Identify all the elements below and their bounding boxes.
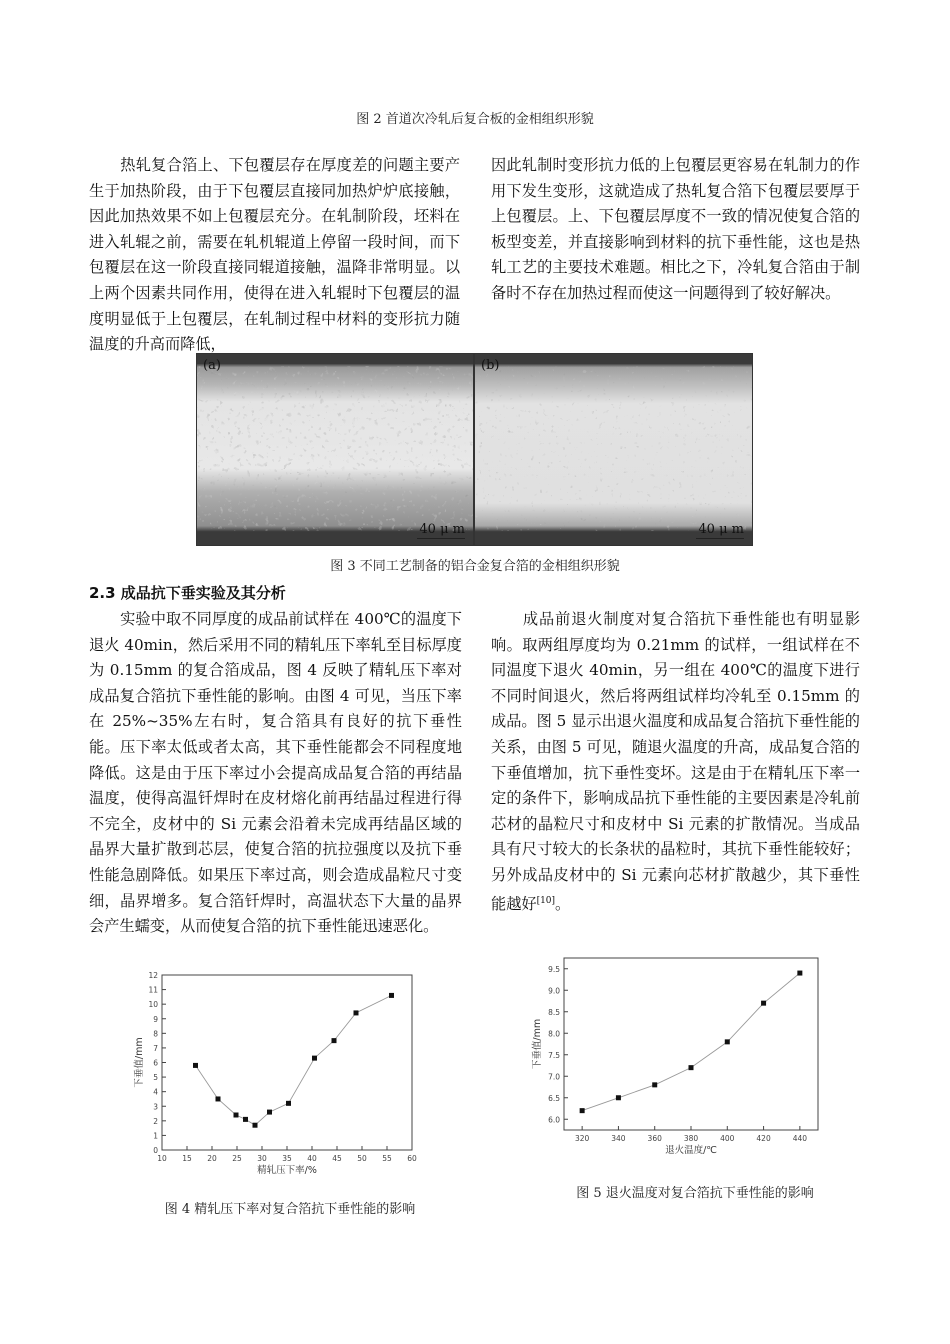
- top-left-text: 热轧复合箔上、下包覆层存在厚度差的问题主要产生于加热阶段，由于下包覆层直接同加热炉炉底接触，因此加热效果不如上包覆层充分。在轧制阶段，坯料在进入轧辊之前，需要在轧机辊道上停留一段时间，而下包覆层在这一阶段直接同辊道接触，温降非常明显。以上两个因素共同作用，使得在进入轧辊时下包覆层的温度明显低于上包覆层，在轧制过程中材料的变形抗力随温度的升高而降低，: [89, 156, 460, 354]
- y-tick-label: 6: [153, 1058, 158, 1068]
- y-tick-label: 3: [153, 1102, 158, 1112]
- x-tick-label: 30: [257, 1154, 267, 1163]
- x-axis-label: 退火温度/℃: [665, 1145, 717, 1156]
- figure4-plot: [120, 960, 430, 1180]
- data-point: [234, 1113, 239, 1118]
- x-tick-label: 340: [611, 1134, 626, 1143]
- x-tick-label: 45: [332, 1154, 342, 1163]
- micrograph-b-image: [475, 354, 752, 545]
- data-point: [312, 1056, 317, 1061]
- x-tick-label: 50: [357, 1154, 367, 1163]
- data-point: [354, 1010, 359, 1015]
- x-axis-label: 精轧压下率/%: [257, 1165, 317, 1176]
- section-right-paragraph: [491, 607, 860, 917]
- data-point: [267, 1110, 272, 1115]
- y-tick-label: 1: [153, 1131, 158, 1141]
- scale-label-b: 40 μ m: [698, 522, 744, 537]
- figure4-caption: 图 4 精轧压下率对复合箔抗下垂性能的影响: [164, 1202, 416, 1217]
- y-tick-label: 9.5: [548, 964, 560, 974]
- x-tick-label: 320: [574, 1134, 590, 1143]
- data-point: [389, 993, 394, 998]
- micrograph-a-image: [197, 354, 473, 545]
- panel-label-a: (a): [203, 358, 221, 373]
- figure4-chart: [120, 960, 430, 1180]
- y-axis-label: 下垂值/mm: [532, 1018, 543, 1070]
- sentence-end: 。: [555, 894, 571, 913]
- data-point: [253, 1123, 258, 1128]
- x-tick-label: 55: [382, 1154, 392, 1163]
- section-left-text: 实验中取不同厚度的成品前试样在 400℃的温度下退火 40min，然后采用不同的精轧压下率轧至目标厚度为 0.15mm 的复合箔成品，图 4 反映了精轧压下率对成品复合箔抗下垂性能的影响。由图 4 可见，当压下率在 25%~35%左右时，复合箔具有良好的抗下垂性能。压下率太低或者太高，其下垂性能都会不同程度地降低。这是由于压下率过小会提高成品复合箔的再结晶温度，使得高温钎焊时在皮材熔化前再结晶过程进行得不完全，皮材中的 Si 元素会沿着未完成再结晶区域的晶界大量扩散到芯层，使复合箔的抗拉强度以及抗下垂性能急剧降低。如果压下率过高，则会造成晶粒尺寸变细，晶界增多。复合箔钎焊时，高温状态下大量的晶界会产生蠕变，从而使复合箔的抗下垂性能迅速恶化。: [89, 610, 462, 936]
- citation[interactable]: [10]: [536, 895, 556, 906]
- x-tick-label: 360: [647, 1134, 662, 1143]
- x-tick-label: 15: [182, 1154, 192, 1163]
- y-tick-label: 8: [153, 1029, 158, 1039]
- y-tick-label: 7: [153, 1043, 158, 1053]
- figure5-caption: 图 5 退火温度对复合箔抗下垂性能的影响: [576, 1186, 814, 1201]
- panel-label-b: (b): [481, 358, 500, 373]
- section-heading: 2.3 成品抗下垂实验及其分析: [89, 584, 286, 602]
- y-axis-label: 下垂值/mm: [134, 1037, 145, 1088]
- y-tick-label: 0: [153, 1146, 158, 1155]
- data-point: [243, 1117, 248, 1122]
- y-tick-label: 9.0: [548, 986, 560, 996]
- x-tick-label: 40: [307, 1154, 317, 1163]
- y-tick-label: 10: [148, 1000, 158, 1010]
- y-tick-label: 6.5: [548, 1093, 560, 1103]
- y-tick-label: 6.0: [548, 1115, 560, 1125]
- micrograph-b: [474, 353, 753, 546]
- x-tick-label: 10: [157, 1154, 167, 1163]
- figure3-caption: 图 3 不同工艺制备的铝合金复合箔的金相组织形貌: [330, 559, 620, 574]
- top-left-paragraph: [89, 153, 460, 358]
- figure2-caption: 图 2 首道次冷轧后复合板的金相组织形貌: [356, 112, 594, 127]
- x-tick-label: 35: [282, 1154, 292, 1163]
- section-left-paragraph: [89, 607, 462, 940]
- y-tick-label: 8.5: [548, 1007, 560, 1017]
- figure5-plot: [520, 950, 830, 1165]
- figure5-chart: [520, 950, 830, 1165]
- section-right-text: 成品前退火制度对复合箔抗下垂性能也有明显影响。取两组厚度均为 0.21mm 的试样，一组试样在不同温度下退火 40min，另一组在 400℃的温度下进行不同时间退火，然后将两组试样均冷轧至 0.15mm 的成品。图 5 显示出退火温度和成品复合箔抗下垂性能的关系，由图 5 可见，随退火温度的升高，成品复合箔的下垂值增加，抗下垂性变坏。这是由于在精轧压下率一定的条件下，影响成品抗下垂性能的主要因素是冷轧前芯材的晶粒尺寸和皮材中 Si 元素的扩散情况。当成品具有尺寸较大的长条状的晶粒时，其抗下垂性能较好；另外成品皮材中的 Si 元素向芯材扩散越少，其下垂性能越好: [491, 610, 860, 913]
- data-point: [652, 1082, 657, 1087]
- data-point: [580, 1108, 585, 1113]
- data-point: [216, 1096, 221, 1101]
- x-tick-label: 20: [207, 1154, 217, 1163]
- y-tick-label: 7.5: [548, 1050, 560, 1060]
- x-tick-label: 440: [792, 1134, 808, 1143]
- data-point: [332, 1038, 337, 1043]
- y-tick-label: 12: [148, 971, 158, 980]
- y-tick-label: 11: [148, 985, 158, 995]
- y-tick-label: 4: [153, 1087, 158, 1097]
- y-tick-label: 8.0: [548, 1029, 560, 1039]
- data-point: [797, 971, 802, 976]
- x-tick-label: 400: [720, 1134, 735, 1143]
- data-line: [196, 995, 392, 1125]
- data-point: [193, 1063, 198, 1068]
- scale-label-a: 40 μ m: [419, 522, 465, 537]
- data-point: [616, 1095, 621, 1100]
- y-tick-label: 9: [153, 1014, 158, 1024]
- micrograph-a: [196, 353, 474, 546]
- data-line: [582, 973, 800, 1111]
- data-point: [286, 1101, 291, 1106]
- y-tick-label: 5: [153, 1073, 158, 1083]
- plot-frame: [564, 958, 818, 1130]
- data-point: [761, 1001, 766, 1006]
- plot-frame: [162, 975, 412, 1150]
- y-tick-label: 7.0: [548, 1072, 560, 1082]
- scale-bar-b: [696, 538, 744, 539]
- y-tick-label: 2: [153, 1116, 158, 1126]
- data-point: [689, 1065, 694, 1070]
- top-right-paragraph: 因此轧制时变形抗力低的上包覆层更容易在轧制力的作用下发生变形，这就造成了热轧复合箔下包覆层要厚于上包覆层。上、下包覆层厚度不一致的情况使复合箔的板型变差，并直接影响到材料的抗下垂性能，这也是热轧工艺的主要技术难题。相比之下，冷轧复合箔由于制备时不存在加热过程而使这一问题得到了较好解决。: [491, 156, 860, 302]
- scale-bar-a: [417, 538, 465, 539]
- x-tick-label: 25: [232, 1154, 242, 1163]
- data-point: [725, 1039, 730, 1044]
- x-tick-label: 420: [756, 1134, 771, 1143]
- x-tick-label: 60: [407, 1154, 417, 1163]
- x-tick-label: 380: [683, 1134, 699, 1143]
